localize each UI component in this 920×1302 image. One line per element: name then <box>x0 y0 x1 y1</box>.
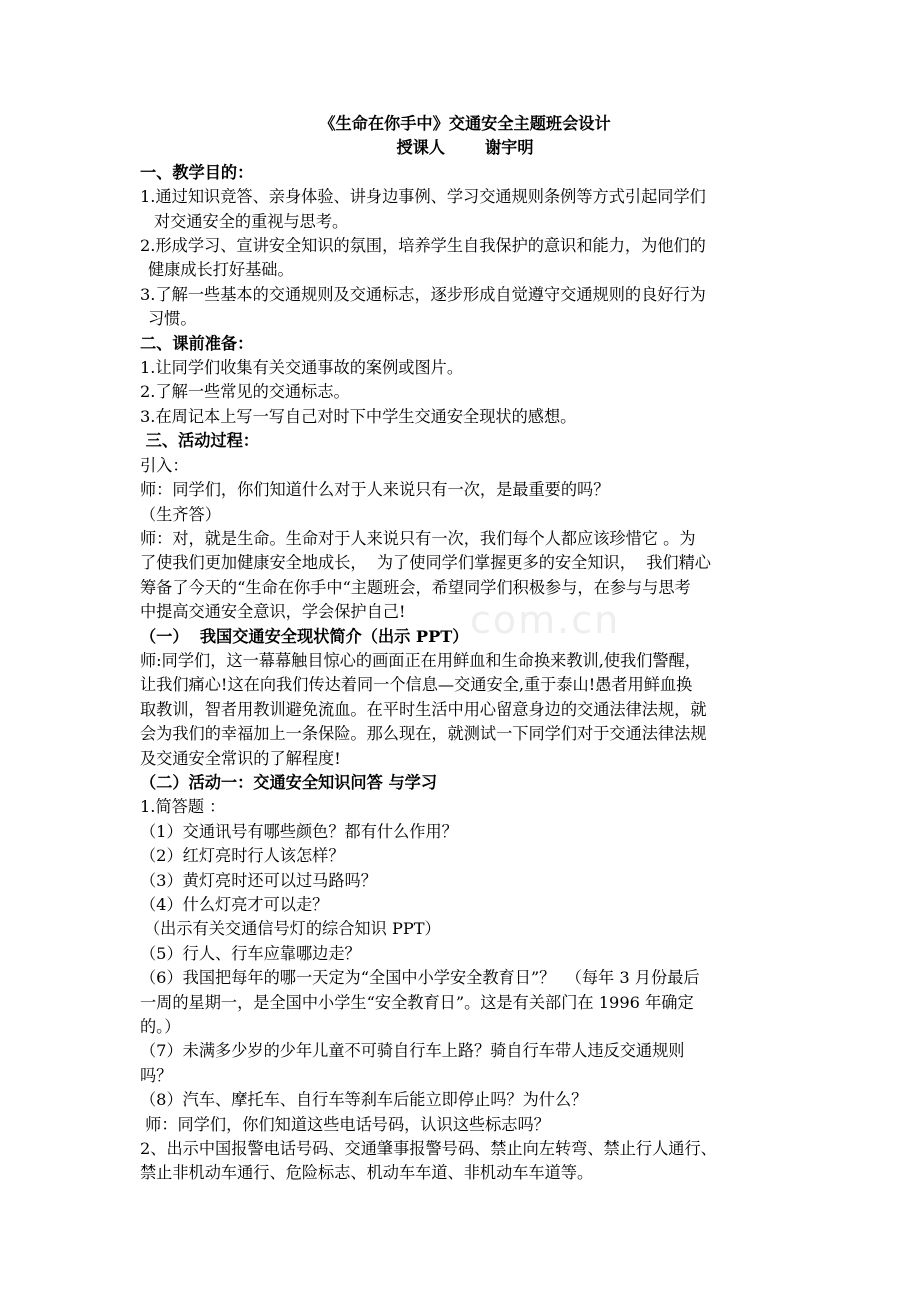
question-7: （7）未满多少岁的少年儿童不可骑自行车上路？骑自行车带人违反交通规则 <box>140 1041 685 1061</box>
author-name: 谢宇明 <box>485 138 534 158</box>
document-body <box>140 112 790 1186</box>
intro-paragraph-line-1: 师：对，就是生命。生命对于人来说只有一次，我们每个人都应该珍惜它 。为 <box>140 528 696 548</box>
item-2-line-2: 禁止非机动车通行、危险标志、机动车车道、非机动车车道等。 <box>140 1163 594 1183</box>
item-2-line-1: 2、出示中国报警电话号码、交通肇事报警号码、禁止向左转弯、禁止行人通行、 <box>140 1139 717 1159</box>
question-6-cont-1: 一周的星期一，是全国中小学生“安全教育日”。这是有关部门在 1996 年确定 <box>140 992 694 1012</box>
section-preparation-heading: 二、课前准备： <box>140 333 254 353</box>
part-1-line-2: 让我们痛心!这在向我们传达着同一个信息—交通安全,重于泰山!愚者用鲜血换 <box>140 675 693 695</box>
part-1-line-3: 取教训，智者用教训避免流血。在平时生活中用心留意身边的交通法律法规，就 <box>140 699 707 719</box>
question-2: （2）红灯亮时行人该怎样？ <box>140 846 345 866</box>
objective-2: 2.形成学习、宣讲安全知识的氛围，培养学生自我保护的意识和能力，为他们的 <box>140 236 706 256</box>
part-1-line-4: 会为我们的幸福加上一条保险。那么现在，就测试一下同学们对于交通法律法规 <box>140 724 707 744</box>
intro-paragraph-line-3: 筹备了今天的“生命在你手中“主题班会，希望同学们积极参与，在参与与思考 <box>140 577 691 597</box>
teacher-question-2: 师：同学们，你们知道这些电话号码，认识这些标志吗？ <box>140 1114 550 1134</box>
objective-3: 3.了解一些基本的交通规则及交通标志，逐步形成自觉遵守交通规则的良好行为 <box>140 284 706 304</box>
question-1: （1）交通讯号有哪些颜色？都有什么作用？ <box>140 821 458 841</box>
objective-1-cont: 对交通安全的重视与思考。 <box>154 211 349 231</box>
question-5: （5）行人、行车应靠哪边走？ <box>140 943 361 963</box>
intro-paragraph-line-4: 中提高交通安全意识，学会保护自己! <box>140 602 406 622</box>
question-3: （3）黄灯亮时还可以过马路吗？ <box>140 870 377 890</box>
teacher-question: 师：同学们，你们知道什么对于人来说只有一次，是最重要的吗？ <box>140 480 610 500</box>
preparation-3: 3.在周记本上写一写自己对时下中学生交通安全现状的感想。 <box>140 406 577 426</box>
document-title: 《生命在你手中》交通安全主题班会设计 <box>319 114 611 133</box>
question-4: （4）什么灯亮才可以走？ <box>140 895 329 914</box>
intro-label: 引入： <box>140 455 189 475</box>
short-answer-label: 1.简答题 ： <box>140 797 226 817</box>
preparation-1: 1.让同学们收集有关交通事故的案例或图片。 <box>140 358 464 378</box>
objective-2-cont: 健康成长打好基础。 <box>148 260 294 280</box>
show-ppt-note: （出示有关交通信号灯的综合知识 PPT） <box>144 919 441 939</box>
objective-1: 1.通过知识竞答、亲身体验、讲身边事例、学习交通规则条例等方式引起同学们 <box>140 187 706 207</box>
section-process-heading: 三、活动过程： <box>140 431 259 451</box>
question-6: （6）我国把每年的哪一天定为“全国中小学安全教育日”？ （每年 3 月份最后 <box>140 968 700 988</box>
preparation-2: 2.了解一些常见的交通标志。 <box>140 382 350 402</box>
author-line <box>140 136 790 160</box>
author-label: 授课人 <box>396 138 445 158</box>
part-1-heading: （一） 我国交通安全现状简介（出示 PPT） <box>140 626 469 646</box>
question-6-cont-2: 的。） <box>140 1017 181 1037</box>
objective-3-cont: 习惯。 <box>148 309 197 329</box>
question-8: （8）汽车、摩托车、自行车等刹车后能立即停止吗？为什么？ <box>140 1090 588 1110</box>
part-2-heading: （二）活动一：交通安全知识问答 与学习 <box>140 772 438 792</box>
student-answer: （生齐答） <box>140 504 221 524</box>
part-1-line-5: 及交通安全常识的了解程度! <box>140 748 341 768</box>
watermark: com.cn <box>470 598 621 642</box>
intro-paragraph-line-2: 了使我们更加健康安全地成长， 为了使同学们掌握更多的安全知识， 我们精心 <box>140 553 711 573</box>
question-7-cont: 吗？ <box>140 1065 173 1085</box>
part-1-line-1: 师:同学们，这一幕幕触目惊心的画面正在用鲜血和生命换来教训,使我们警醒， <box>140 650 701 670</box>
section-objectives-heading: 一、教学目的： <box>140 162 254 182</box>
